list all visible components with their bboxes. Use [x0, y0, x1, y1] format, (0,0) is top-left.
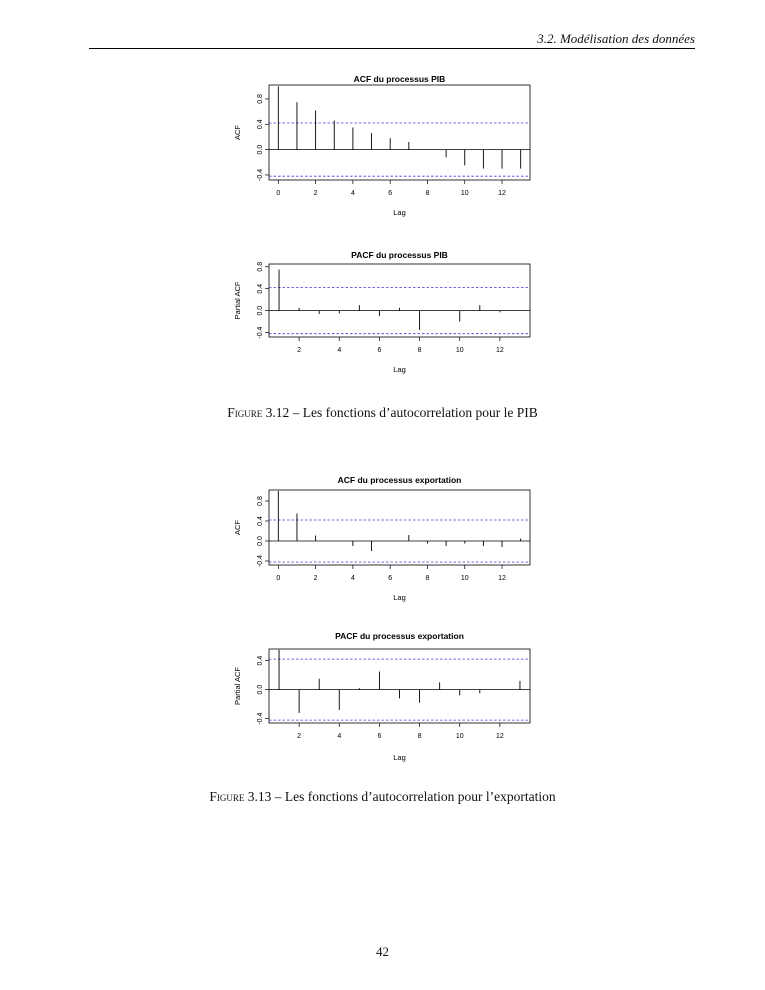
figure-label: Figure 3.13: [209, 789, 272, 804]
y-tick-label: 0.8: [257, 496, 264, 506]
x-tick-label: 12: [498, 575, 506, 582]
y-axis-label: ACF: [233, 125, 242, 140]
x-tick-label: 10: [455, 347, 464, 354]
page-number: 42: [376, 944, 389, 959]
x-tick-label: 8: [425, 575, 430, 582]
y-tick-label: 0.0: [257, 684, 264, 695]
x-tick-label: 6: [388, 190, 393, 197]
y-tick-label: 0.8: [257, 94, 264, 104]
x-tick-label: 2: [297, 347, 302, 354]
plot-frame: [269, 264, 530, 337]
plot-frame: [269, 85, 530, 180]
y-axis-label: Partial ACF: [233, 281, 242, 320]
figure-caption-text: – Les fonctions d’autocorrelation pour le PIB: [289, 405, 538, 420]
y-tick-label: 0.0: [257, 144, 264, 155]
x-tick-label: 6: [377, 347, 382, 354]
x-tick-label: 10: [460, 575, 469, 582]
x-tick-label: 10: [455, 733, 464, 740]
x-axis-label: Lag: [393, 593, 406, 602]
y-tick-label: 0.0: [257, 305, 264, 316]
y-tick-label: 0.4: [257, 655, 264, 666]
x-tick-label: 8: [425, 190, 430, 197]
y-tick-label: 0.4: [257, 516, 264, 526]
x-tick-label: 2: [313, 575, 318, 582]
chart-title: PACF du processus exportation: [335, 631, 464, 641]
figure-label: Figure 3.12: [227, 405, 290, 420]
header-rule: [89, 48, 695, 49]
plot-frame: [269, 649, 530, 723]
y-tick-label: 0.4: [257, 119, 264, 130]
figure-3-13-caption: [0, 789, 765, 805]
acf-exportation-chart: [0, 460, 765, 610]
x-tick-label: 10: [460, 190, 469, 197]
y-tick-label: 0.4: [257, 283, 264, 294]
x-axis-label: Lag: [393, 753, 406, 762]
y-tick-label: 0.0: [257, 536, 264, 546]
x-tick-label: 6: [388, 575, 393, 582]
x-tick-label: 6: [377, 733, 382, 740]
figure-caption-text: – Les fonctions d’autocorrelation pour l’exportation: [271, 789, 556, 804]
x-tick-label: 2: [313, 190, 318, 197]
x-tick-label: 0: [276, 575, 281, 582]
y-tick-label: -0.4: [257, 326, 264, 339]
y-tick-label: -0.4: [257, 712, 264, 725]
chart-title: ACF du processus exportation: [337, 475, 462, 485]
figure-3-12-caption: [0, 405, 765, 421]
chart-title: PACF du processus PIB: [351, 250, 448, 260]
x-axis-label: Lag: [393, 365, 406, 374]
y-tick-label: 0.8: [257, 261, 264, 272]
x-tick-label: 12: [495, 733, 504, 740]
x-tick-label: 8: [417, 347, 422, 354]
y-axis-label: ACF: [233, 520, 242, 535]
x-tick-label: 2: [297, 733, 302, 740]
pacf-pib-chart: [0, 234, 765, 384]
pacf-exportation-chart: [0, 618, 765, 768]
x-tick-label: 12: [498, 190, 506, 197]
y-axis-label: Partial ACF: [233, 667, 242, 705]
y-tick-label: -0.4: [257, 554, 264, 568]
x-tick-label: 4: [337, 347, 342, 354]
x-tick-label: 12: [495, 347, 504, 354]
x-tick-label: 4: [350, 575, 355, 582]
x-tick-label: 4: [350, 190, 355, 197]
x-tick-label: 8: [417, 733, 422, 740]
chart-title: ACF du processus PIB: [353, 74, 446, 84]
x-tick-label: 4: [337, 733, 342, 740]
y-tick-label: -0.4: [257, 168, 264, 181]
plot-frame: [269, 490, 530, 565]
x-axis-label: Lag: [393, 208, 406, 217]
x-tick-label: 0: [276, 190, 281, 197]
running-title: 3.2. Modélisation des données: [537, 31, 695, 46]
